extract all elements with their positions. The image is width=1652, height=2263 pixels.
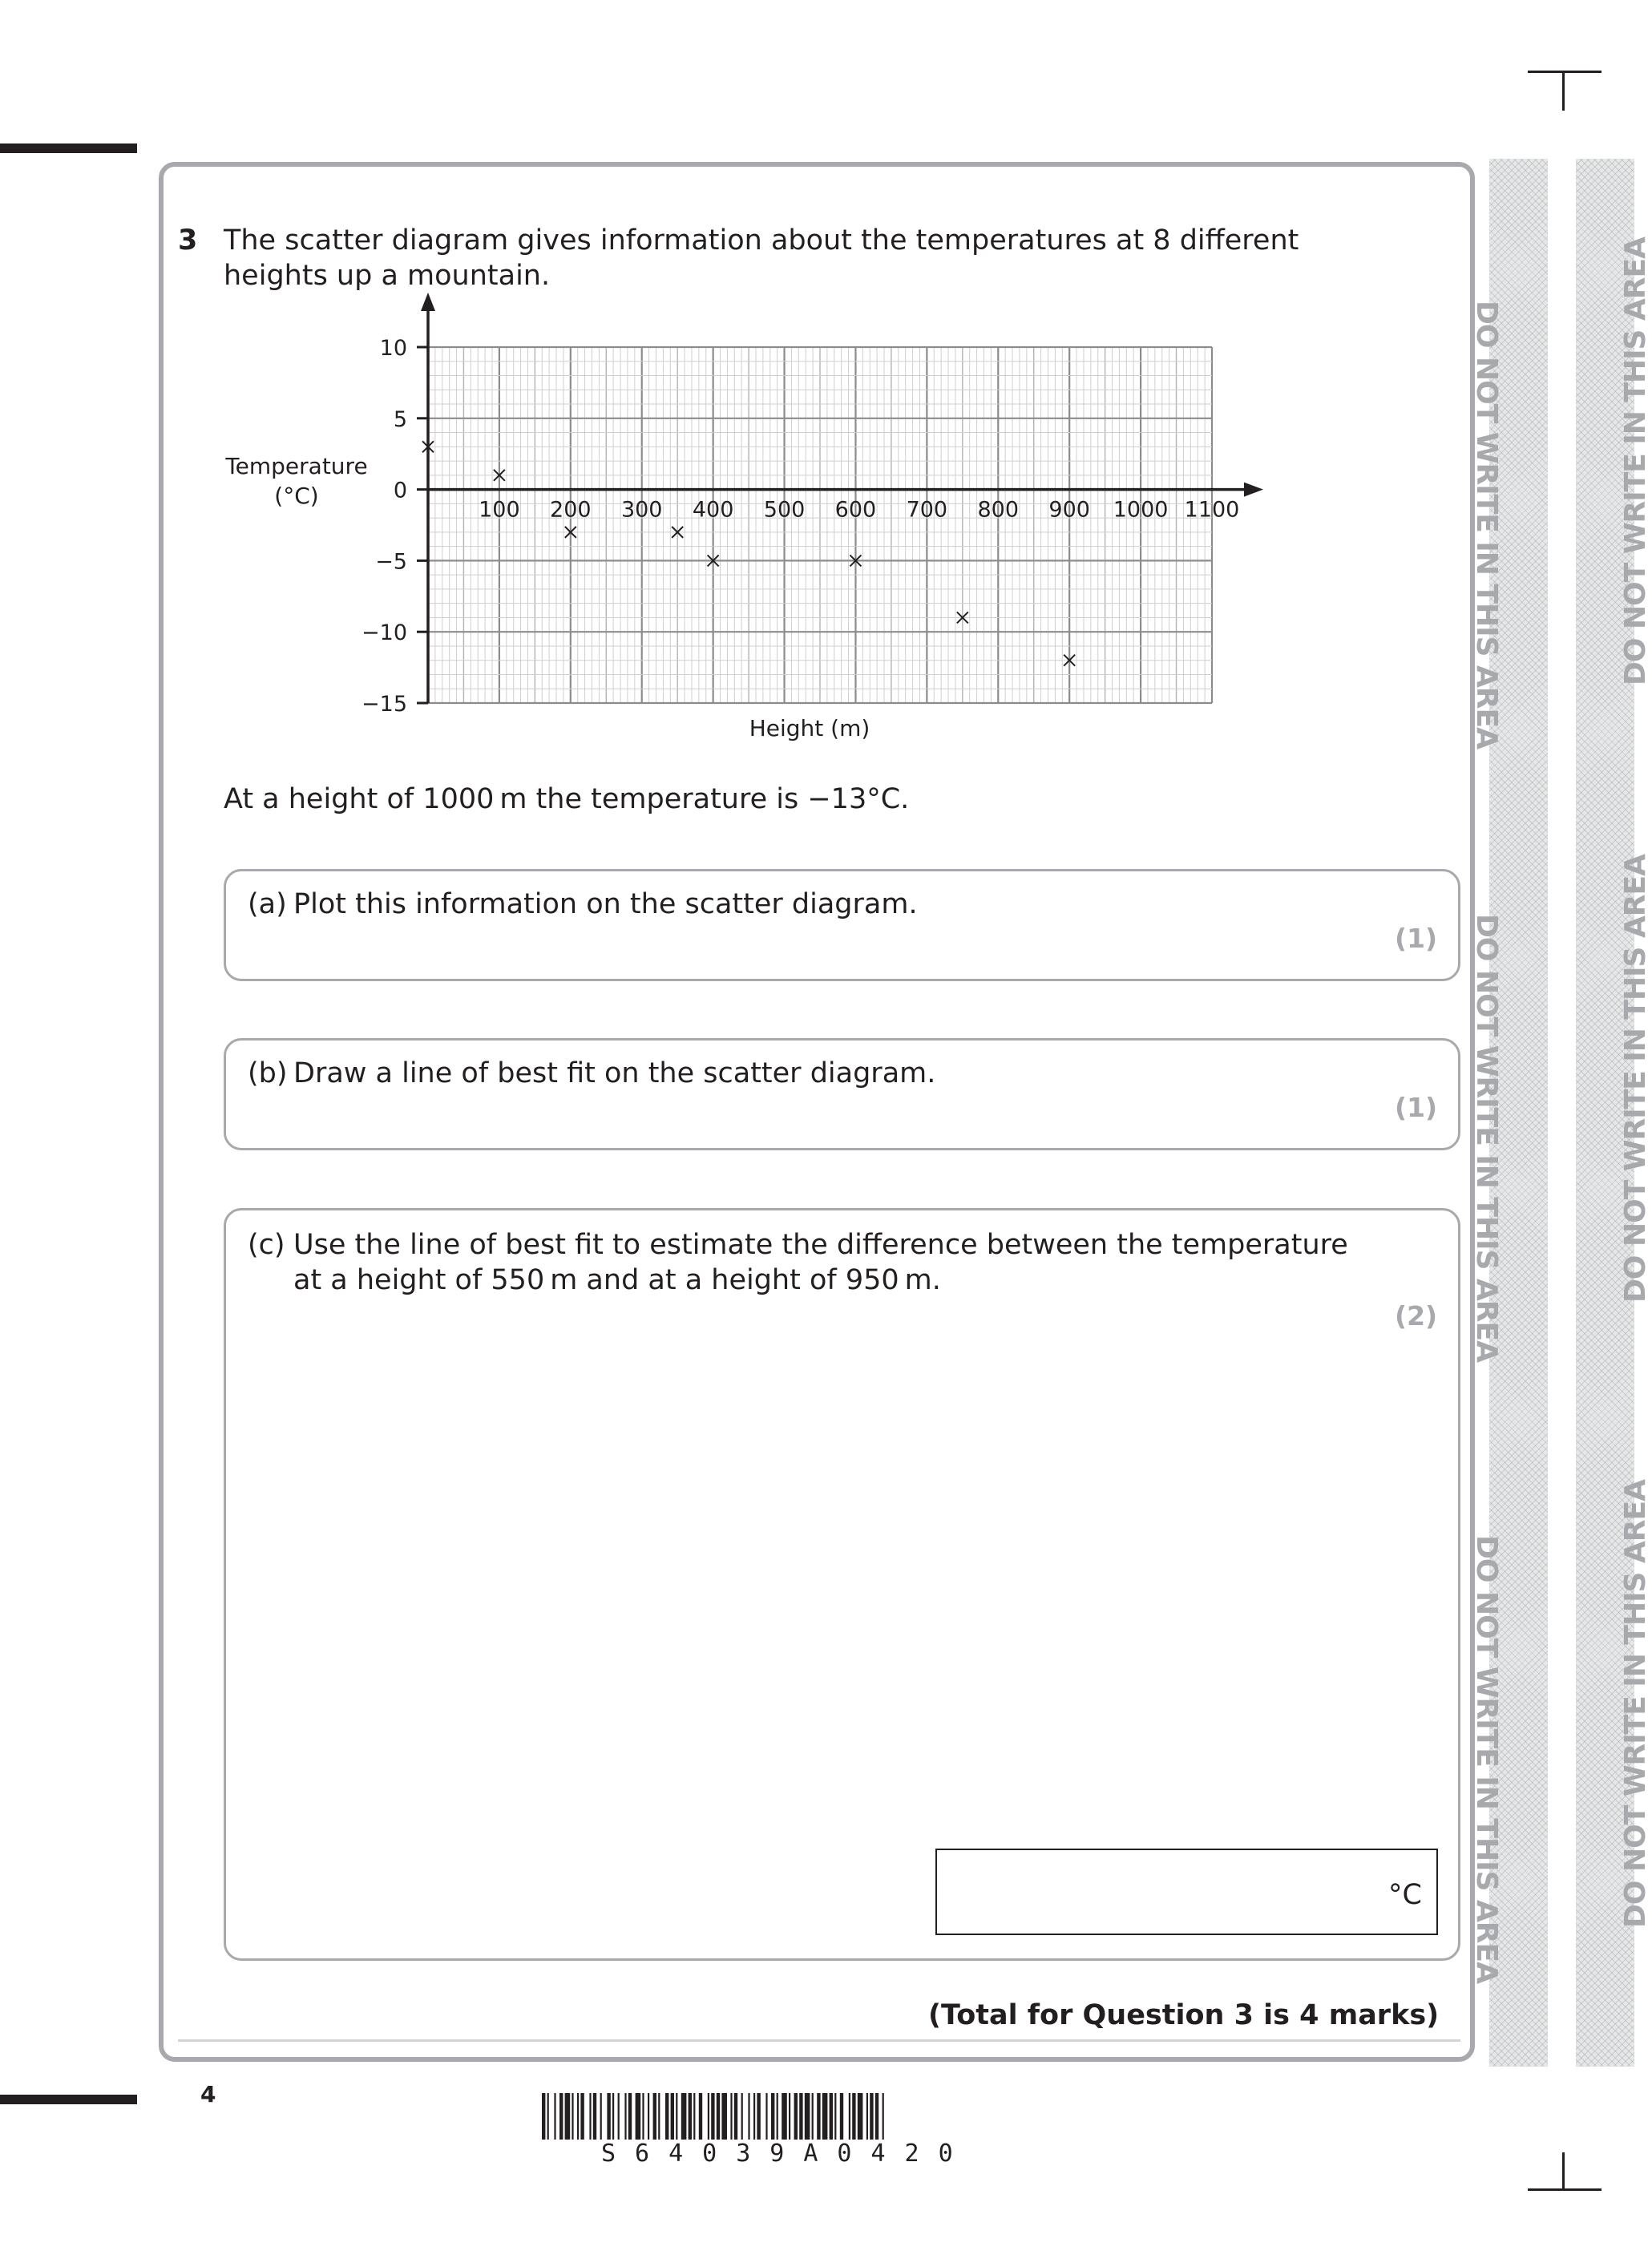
barcode-bar [830,2093,833,2140]
barcode-bar [840,2093,843,2140]
part-a-marks: (1) [1395,923,1438,954]
barcode-bar [624,2093,626,2140]
barcode-bar [757,2093,760,2140]
barcode-bar [717,2093,720,2140]
barcode-bar [542,2093,545,2140]
barcode-bar [834,2093,836,2140]
barcode-bar [741,2093,743,2140]
barcode-bar [711,2093,714,2140]
given-information: At a height of 1000 m the temperature is −13°C. [224,783,910,815]
barcode-bar [607,2093,610,2140]
y-tick-label: −10 [362,620,407,646]
answer-unit: °C [1388,1879,1422,1911]
barcode-bar [554,2093,555,2140]
barcode-bar [870,2093,873,2140]
y-axis-label-line2: (°C) [274,483,319,509]
barcode-bar [665,2093,668,2140]
x-tick-label: 100 [479,497,520,523]
margin-warning: DO NOT WRITE IN THIS AREA [1619,855,1652,1303]
divider [178,2039,1460,2042]
x-tick-label: 500 [763,497,806,523]
part-b-box [224,1038,1460,1150]
crop-mark-bottom-v [1562,2152,1565,2191]
y-tick-label: 10 [379,336,407,361]
crop-mark-bottom-h [1528,2188,1602,2191]
barcode-bar [730,2093,732,2140]
barcode-bar [593,2093,596,2140]
question-text: The scatter diagram gives information about the temperatures at 8 different heights up a mountain. [224,224,1299,292]
barcode-digits: S64039A0420 [601,2140,972,2168]
crop-mark-left-top [0,143,137,153]
barcode-bar [866,2093,868,2140]
x-tick-label: 1100 [1184,497,1240,523]
x-tick-label: 600 [834,497,877,523]
barcode-bar [589,2093,591,2140]
barcode-bar [794,2093,798,2140]
barcode-bar [628,2093,632,2140]
x-axis-arrow [1244,483,1263,497]
chart-ticks [362,336,1239,717]
margin-warning: DO NOT WRITE IN THIS AREA [1619,1480,1652,1928]
barcode-bar [822,2093,828,2140]
margin-warning: DO NOT WRITE IN THIS AREA [1470,914,1503,1362]
barcode-bar [875,2093,879,2140]
barcode-bar [658,2093,660,2140]
barcode-bar [642,2093,644,2140]
x-tick-label: 200 [550,497,592,523]
barcode-bar [612,2093,614,2140]
barcode-bar [693,2093,695,2140]
x-axis-label: Height (m) [749,715,870,742]
barcode-bar [565,2093,571,2140]
barcode-bar [600,2093,602,2140]
barcode-bar [671,2093,674,2140]
chart-grid [428,347,1212,703]
barcode-bar [852,2093,855,2140]
margin-warning: DO NOT WRITE IN THIS AREA [1619,237,1652,685]
part-a-box [224,869,1460,981]
question-number: 3 [178,224,198,257]
barcode-bar [699,2093,702,2140]
part-a-label: (a) [248,888,287,920]
barcode-bar [572,2093,573,2140]
crop-mark-top-h [1528,71,1602,73]
part-b-label: (b) [248,1057,288,1089]
barcode-bar [618,2093,620,2140]
barcode-bar [636,2093,641,2140]
barcode-bar [580,2093,584,2140]
y-tick-label: −5 [375,549,407,575]
barcode-bar [849,2093,850,2140]
margin-warning: DO NOT WRITE IN THIS AREA [1470,1535,1503,1983]
barcode-bar [734,2093,737,2140]
part-c-text-line2: at a height of 550 m and at a height of 950 m. [293,1264,941,1296]
part-c-label: (c) [248,1229,285,1261]
barcode-bar [748,2093,749,2140]
barcode [542,2093,1087,2140]
barcode-bar [577,2093,579,2140]
part-b-marks: (1) [1395,1092,1438,1123]
x-tick-label: 300 [620,497,663,523]
page-number: 4 [200,2081,216,2107]
barcode-bar [676,2093,677,2140]
barcode-bar [812,2093,814,2140]
y-tick-label: −15 [362,692,407,717]
barcode-bar [721,2093,727,2140]
margin-warning: DO NOT WRITE IN THIS AREA [1470,301,1503,749]
x-tick-label: 900 [1048,497,1090,523]
barcode-bar [681,2093,687,2140]
barcode-bar [805,2093,810,2140]
crop-mark-left-bottom [0,2095,137,2104]
barcode-bar [765,2093,767,2140]
barcode-bar [777,2093,778,2140]
y-axis-label-line1: Temperature [225,453,368,479]
barcode-bar [771,2093,774,2140]
barcode-bar [653,2093,656,2140]
barcode-bar [789,2093,790,2140]
x-tick-label: 700 [906,497,948,523]
barcode-bar [708,2093,709,2140]
barcode-bar [782,2093,787,2140]
barcode-bar [753,2093,755,2140]
x-tick-label: 400 [692,497,734,523]
total-marks: (Total for Question 3 is 4 marks) [928,1999,1440,2031]
crop-mark-top-v [1562,71,1565,111]
barcode-bar [648,2093,649,2140]
barcode-bar [883,2093,884,2140]
answer-box[interactable] [935,1849,1438,1935]
barcode-bar [559,2093,563,2140]
part-c-text-line1: Use the line of best fit to estimate the difference between the temperature [293,1229,1348,1261]
barcode-bar [858,2093,863,2140]
part-a-text: Plot this information on the scatter diagram. [293,888,918,920]
scatter-diagram [216,289,1274,754]
barcode-bar [799,2093,802,2140]
barcode-bar [817,2093,820,2140]
y-axis-arrow [421,293,435,311]
part-c-marks: (2) [1395,1300,1438,1332]
y-tick-label: 5 [393,406,407,432]
x-tick-label: 800 [977,497,1020,523]
x-tick-label: 1000 [1113,497,1169,523]
part-b-text: Draw a line of best fit on the scatter diagram. [293,1057,936,1089]
barcode-bar [547,2093,549,2140]
y-tick-label: 0 [393,478,407,503]
barcode-bar [689,2093,692,2140]
